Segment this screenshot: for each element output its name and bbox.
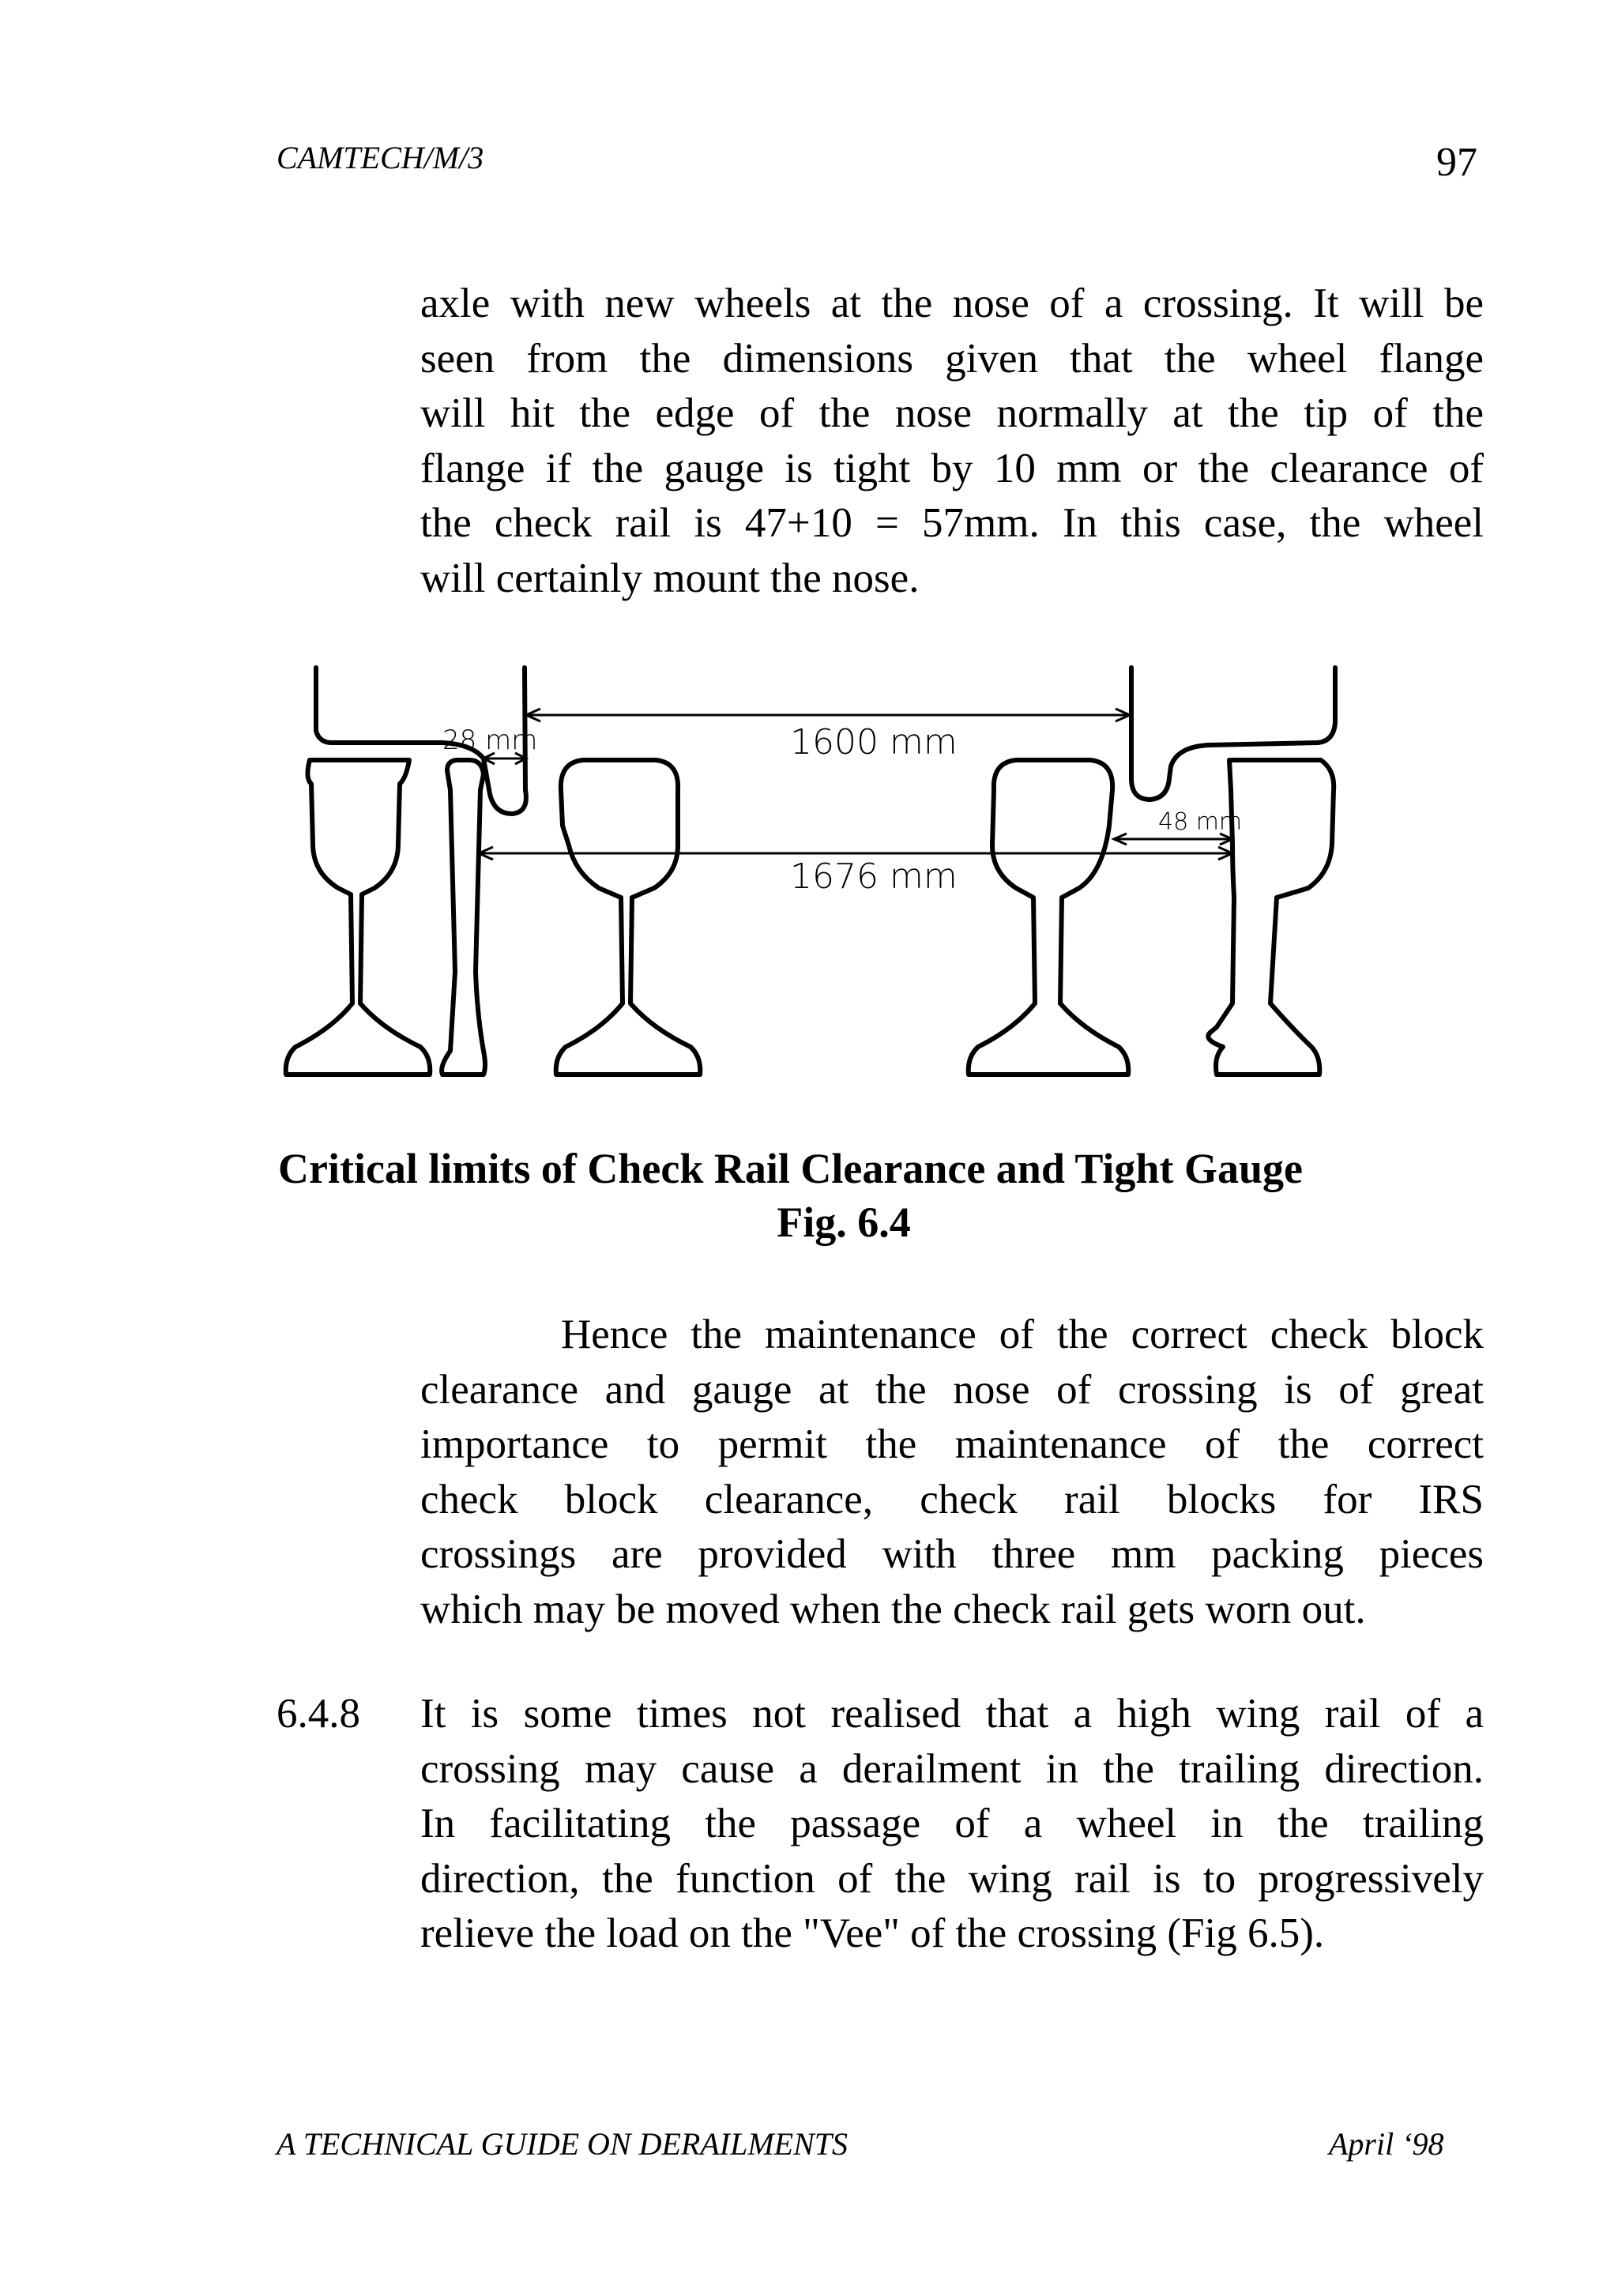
text-line: clearance and gauge at the nose of crossing is of great: [420, 1366, 1484, 1413]
text-line: flange if the gauge is tight by 10 mm or the clearance of: [420, 445, 1484, 491]
check-rail-left: [442, 760, 485, 1075]
dimension-label-48mm: 48 mm: [1158, 808, 1243, 836]
figure-label: [0, 1198, 1618, 1247]
text-line: which may be moved when the check rail gets worn out.: [420, 1586, 1366, 1632]
text-line: In facilitating the passage of a wheel in the trailing: [420, 1801, 1484, 1846]
figure-caption: Critical limits of Check Rail Clearance and Tight Gauge: [278, 1145, 1303, 1192]
running-header-doc-code: CAMTECH/M/3: [277, 140, 484, 175]
text-line: relieve the load on the "Vee" of the crossing (Fig 6.5).: [420, 1910, 1325, 1956]
text-line: crossings are provided with three mm packing pieces: [420, 1531, 1484, 1577]
running-footer-date: April ‘98: [1329, 2126, 1444, 2162]
text-line: importance to permit the maintenance of the correct: [420, 1421, 1484, 1467]
text-line: Hence the maintenance of the correct check block: [561, 1312, 1484, 1357]
paragraph-maintenance: [420, 1308, 1484, 1637]
text-line: direction, the function of the wing rail is to progressively: [420, 1855, 1484, 1902]
rail-outline: [969, 760, 1129, 1075]
text-line: check block clearance, check rail blocks for IRS: [420, 1476, 1484, 1523]
text-line: will hit the edge of the nose normally at the tip of the: [420, 390, 1484, 436]
rail-outline: [556, 760, 701, 1075]
dimension-label-1676mm: 1676 mm: [790, 856, 958, 897]
text-line: axle with new wheels at the nose of a crossing. It will be: [420, 280, 1484, 326]
dimension-label-28mm: 28 mm: [442, 725, 538, 756]
running-footer-title: A TECHNICAL GUIDE ON DERAILMENTS: [277, 2126, 849, 2162]
page-number: 97: [1436, 140, 1477, 185]
paragraph-section-6-4-8: [420, 1687, 1484, 1962]
figure-number: Fig. 6.4: [777, 1199, 911, 1246]
right-wheel-outline: [1131, 668, 1335, 800]
dimension-label-1600mm: 1600 mm: [790, 722, 958, 762]
rail-outline: [1208, 760, 1334, 1075]
text-line: the check rail is 47+10 = 57mm. In this case, the wheel: [420, 500, 1484, 546]
rail-outline: [286, 760, 431, 1075]
text-line: It is some times not realised that a high wing rail of a: [420, 1691, 1484, 1737]
text-line: crossing may cause a derailment in the trailing direction.: [420, 1745, 1484, 1792]
section-number: 6.4.8: [277, 1691, 360, 1737]
text-line: will certainly mount the nose.: [420, 555, 920, 601]
text-line: seen from the dimensions given that the wheel flange: [420, 335, 1484, 382]
